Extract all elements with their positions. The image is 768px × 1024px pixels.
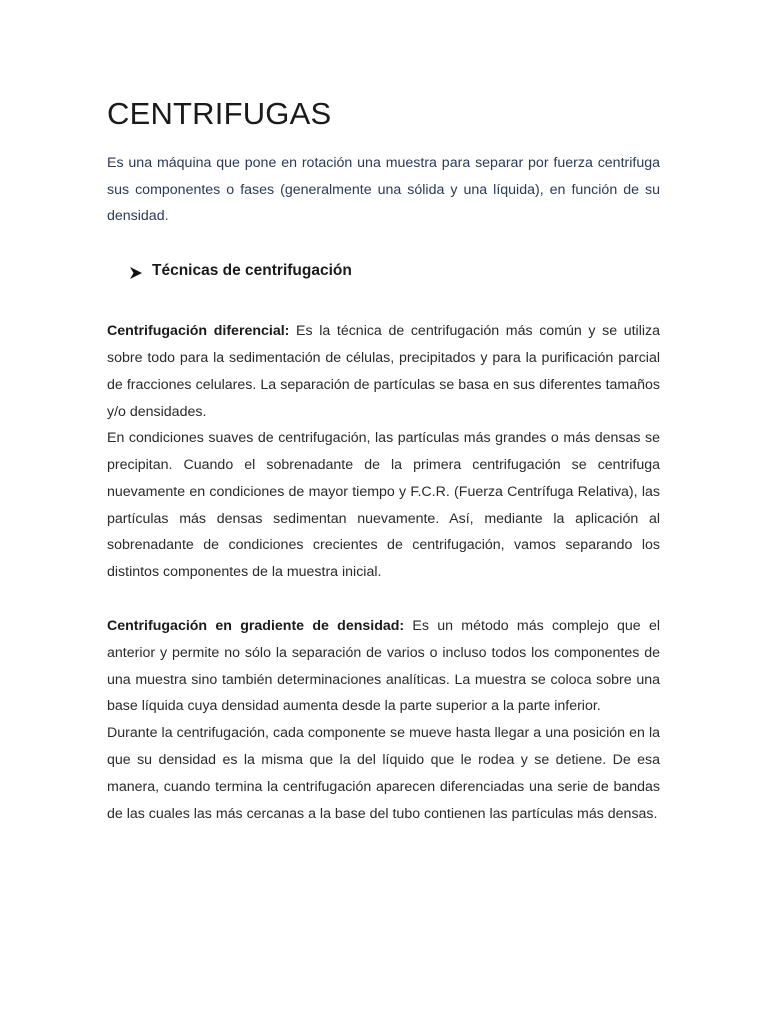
technique-continuation: En condiciones suaves de centrifugación, las partículas más grandes o más densas se precipitan. Cuando el sobrenadante de la primera centrifugación se centrifuga nuevamente en condiciones de mayor tiempo y F.C.R. (Fuerza Centrífuga Relativa), las partículas más densas sedimentan nuevamente. Así, mediante la aplicación al sobrenadante de condiciones crecientes de centrifugación, vamos separando los distintos componentes de la muestra inicial. — [107, 430, 660, 581]
section-heading — [129, 258, 660, 284]
document-title: CENTRIFUGAS — [107, 96, 332, 131]
technique-paragraph — [107, 318, 660, 425]
technique-text: Es un método más complejo que el anterior y permite no sólo la separación de varios o incluso todos los componentes de una muestra sino también determinaciones analíticas. La muestra se coloca sobre una base líquida cuya densidad aumenta desde la parte superior a la parte inferior. — [107, 618, 660, 715]
document-page — [107, 94, 660, 827]
technique-text: Es la técnica de centrifugación más común y se utiliza sobre todo para la sedimentación de células, precipitados y para la purificación parcial de fracciones celulares. La separación de partículas se basa en sus diferentes tamaños y/o densidades. — [107, 323, 661, 420]
technique-continuation: Durante la centrifugación, cada componente se mueve hasta llegar a una posición en la que su densidad es la misma que la del líquido que le rodea y se detiene. De esa manera, cuando termina la centrifugación aparecen diferenciadas una serie de bandas de las cuales las más cercanas a la base del tubo contienen las partículas más densas. — [107, 725, 660, 822]
technique-block-density-gradient — [107, 613, 660, 827]
arrowhead-bullet-icon — [129, 263, 143, 277]
technique-paragraph — [107, 613, 660, 720]
technique-block-differential — [107, 318, 660, 586]
section-heading-label: Técnicas de centrifugación — [152, 262, 352, 280]
technique-term: Centrifugación en gradiente de densidad: — [107, 618, 405, 635]
technique-term: Centrifugación diferencial: — [107, 323, 290, 340]
intro-paragraph: Es una máquina que pone en rotación una muestra para separar por fuerza centrifuga sus componentes o fases (generalmente una sólida y una líquida), en función de su densidad. — [107, 155, 660, 225]
